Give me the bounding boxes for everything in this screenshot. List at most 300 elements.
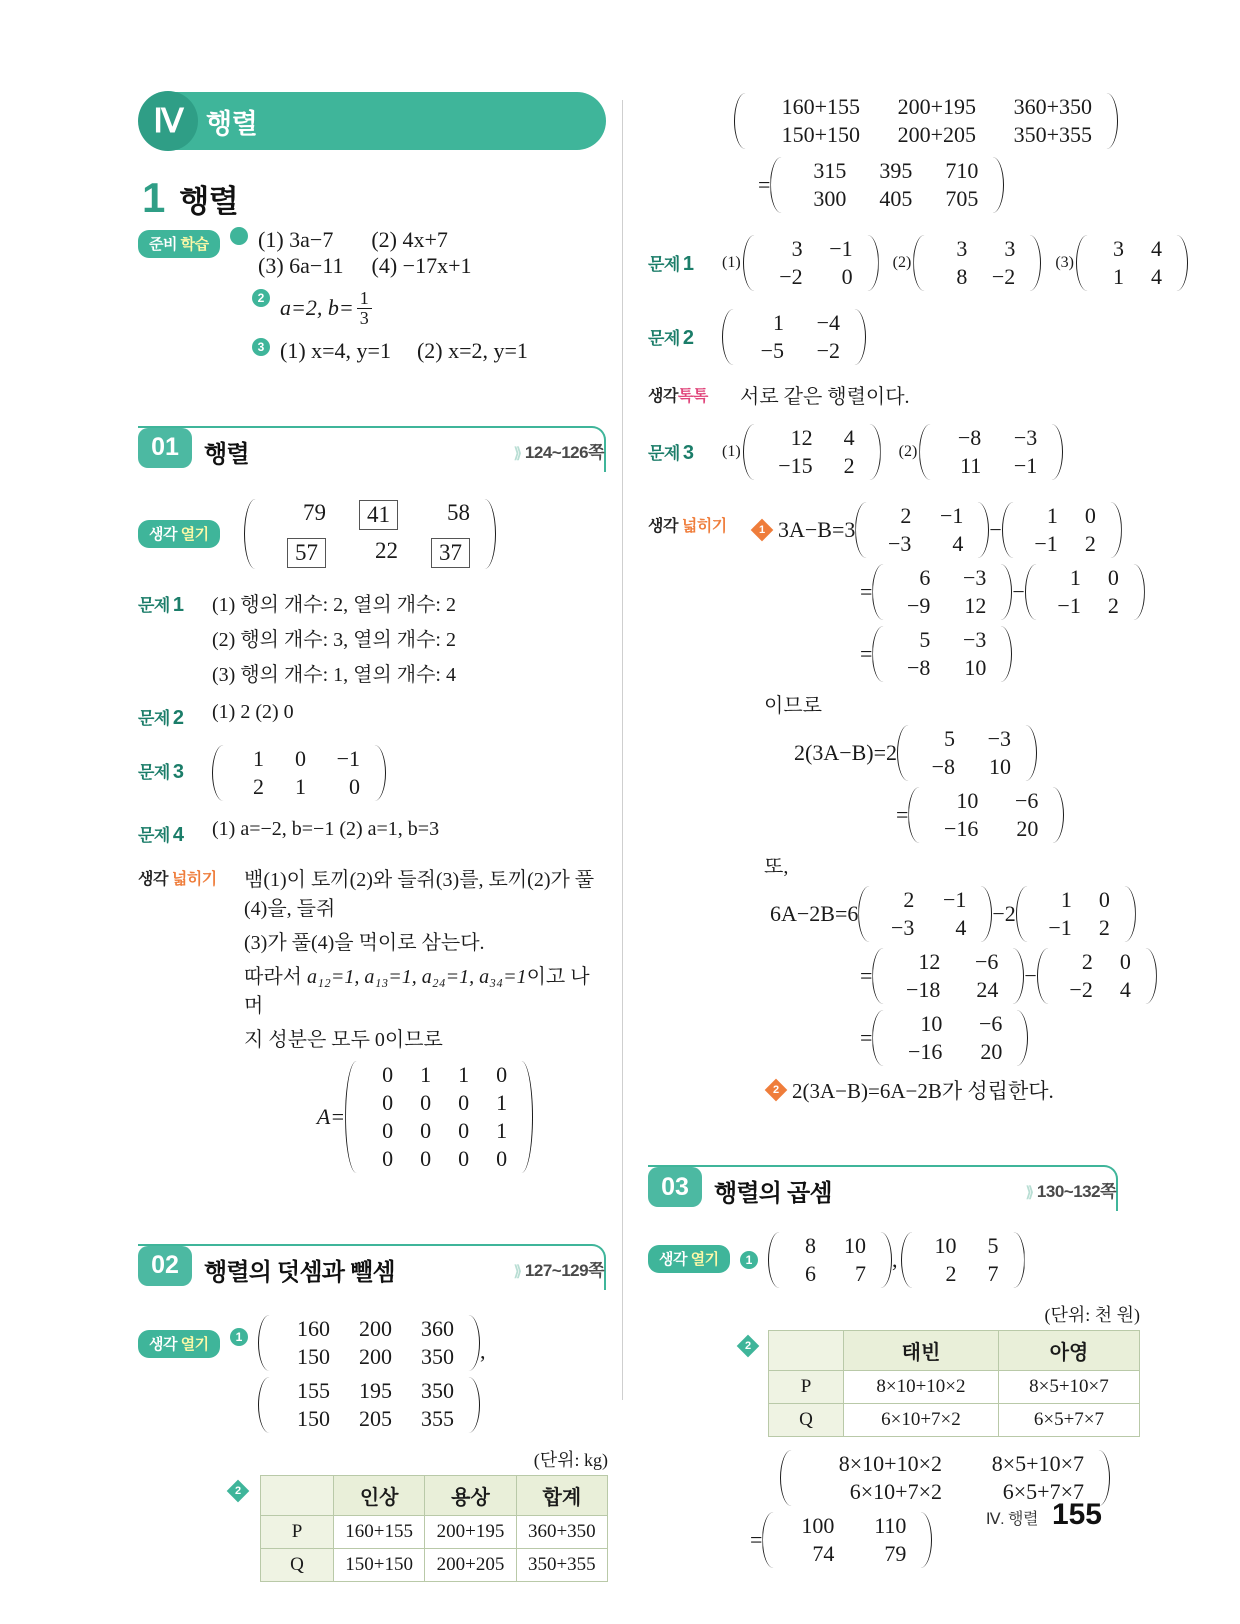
expand-line-7-m1 [872, 947, 1024, 1005]
s02r-talk-tag [648, 383, 708, 406]
matrix-row [1055, 948, 1139, 976]
expand-line-7-lead: = [860, 963, 873, 988]
s01-expand-line-3 [244, 960, 606, 1018]
matrix-body [932, 423, 1050, 481]
paren-left [908, 786, 921, 844]
expand-tag-p1: 생각 [138, 870, 168, 888]
matrix-cell: 2 [843, 453, 855, 478]
matrix-cell: 0 [420, 1089, 432, 1115]
section-03-number: 03 [648, 1167, 702, 1207]
matrix-body [756, 423, 868, 481]
s02r-p1-matrix-3 [1076, 234, 1188, 292]
matrix-body [225, 744, 373, 802]
talk-tag-p1: 생각 [648, 388, 678, 405]
s02r-p3-label-wrap [648, 423, 722, 465]
matrix-cell: −1 [829, 236, 853, 261]
matrix-row [1020, 530, 1104, 558]
matrix-cell: 10 [844, 1233, 866, 1258]
paren-left [762, 1511, 775, 1569]
matrix-row [890, 592, 994, 620]
paren-left [212, 744, 225, 802]
table-cell: 150+150 [334, 1548, 425, 1581]
matrix-body [885, 947, 1011, 1005]
paren-left [722, 308, 735, 366]
s01-open-tag-p2: 열기 [180, 525, 209, 543]
s01-p1-label-wrap [138, 588, 212, 617]
matrix-row [926, 787, 1046, 815]
matrix-body [885, 625, 999, 683]
expand-line-6-m2 [1016, 885, 1136, 943]
expand-item-2-marker: 2 [765, 1079, 788, 1102]
s01-expand-line-4: 지 성분은 모두 0이므로 [244, 1028, 443, 1051]
matrix-cell: 705 [945, 186, 979, 211]
matrix-cell: 4 [955, 915, 967, 940]
paren-right [1024, 724, 1037, 782]
s02r-expand-body [754, 497, 1157, 1105]
s01-open-block [138, 498, 606, 570]
matrix-cell: 355 [421, 1405, 454, 1431]
matrix-cell: 12 [790, 425, 813, 450]
s02r-p3-matrix-1 [743, 423, 881, 481]
s01-p1-body [212, 588, 606, 687]
prep-study-tag [138, 230, 220, 258]
matrix-cell: 0 [295, 745, 306, 771]
s02r-p1-label-wrap [648, 234, 722, 276]
matrix-row [798, 1450, 1092, 1478]
matrix-cell: 74 [812, 1541, 835, 1566]
matrix-cell: 160+155 [781, 94, 860, 119]
s03-open-sep: , [892, 1247, 898, 1272]
part-label: (3) [1055, 254, 1074, 271]
matrix-row [1020, 502, 1104, 530]
matrix-cell: −6 [1015, 788, 1039, 813]
left-column [138, 92, 606, 1582]
s01-p3-body [212, 744, 606, 802]
chevron-icon: ⟫ [513, 1262, 519, 1280]
s01-open-tag [138, 520, 220, 548]
matrix-body [1089, 234, 1175, 292]
expand-item-2-text: 2(3A−B)=6A−2B가 성립한다. [792, 1079, 1054, 1103]
section-02-pages [514, 1256, 604, 1281]
matrix-body [735, 308, 853, 366]
matrix-row [1094, 235, 1170, 263]
s02r-p1-matrix-2 [913, 234, 1041, 292]
matrix-body [358, 1060, 520, 1174]
s02-open-label-wrap [138, 1314, 230, 1358]
paren-right [868, 423, 881, 481]
table-row-head: Q [261, 1548, 334, 1581]
section-01-header [138, 426, 606, 472]
table-corner-cell [769, 1331, 844, 1371]
expand-line-4-m1 [897, 724, 1037, 782]
matrix-cell: 2 [900, 503, 912, 528]
matrix-cell: 58 [447, 499, 470, 525]
matrix-cell-boxed [262, 537, 334, 569]
part-label: (1) [722, 254, 741, 271]
s03-result-matrix [762, 1511, 932, 1569]
s01-expand-body [244, 863, 606, 1174]
prep-2-text: a=2, b= [280, 295, 354, 321]
problem-word: 문제 [648, 444, 680, 463]
prep-3-a: (1) x=4, y=1 [280, 337, 391, 363]
matrix-row [1034, 886, 1118, 914]
matrix-cell: 7 [987, 1261, 999, 1286]
footer-chapter-label: Ⅳ. 행렬 [985, 1511, 1038, 1528]
matrix-cell: 350 [421, 1377, 454, 1403]
matrix-row [276, 1377, 462, 1405]
matrix-cell: 10 [934, 1233, 957, 1258]
matrix-cell: −1 [1048, 915, 1072, 940]
paren-right [999, 563, 1012, 621]
s02r-expand-block [648, 497, 1131, 1105]
matrix-cell: 0 [458, 1117, 470, 1143]
problem-number: 1 [172, 593, 184, 616]
paren-right [1028, 234, 1041, 292]
talk-tag-p2: 톡톡 [677, 388, 708, 405]
part-label: (1) [722, 443, 741, 460]
boxed-value: 41 [359, 500, 398, 530]
problem-number: 3 [172, 760, 184, 783]
matrix-cell: 3 [791, 236, 803, 261]
expand-line-4-lead: 2(3A−B)=2 [794, 740, 898, 765]
paren-right [373, 744, 386, 802]
paren-right [520, 1060, 533, 1174]
matrix-cell: 160 [297, 1315, 330, 1341]
matrix-cell: 2 [253, 773, 264, 799]
paren-left [872, 563, 885, 621]
matrix-cell: 4 [1150, 264, 1162, 289]
matrix-cell: 200 [359, 1343, 392, 1369]
s01-expand-block [138, 863, 606, 1174]
paren-right [976, 501, 989, 559]
expand-line3-math: a₁₂=1, a₁₃=1, a₂₄=1, a₃₄=1 [306, 965, 527, 988]
paren-left [244, 498, 257, 570]
s01-expand-tag [138, 866, 217, 889]
right-column [648, 92, 1162, 1569]
prep-study-block [138, 227, 606, 364]
matrix-cell: 360 [421, 1315, 454, 1341]
matrix-row [873, 530, 971, 558]
section-03-title: 행렬의 곱셈 [714, 1180, 832, 1207]
s03-open-tag [648, 1245, 730, 1273]
paren-right [919, 1511, 932, 1569]
s01-open-body [230, 498, 606, 570]
matrix-cell: 0 [1084, 503, 1096, 528]
matrix-cell: 10 [964, 655, 987, 680]
matrix-cell: 1 [496, 1089, 508, 1115]
s01-problem-4 [138, 818, 606, 847]
table-header-cell: 아영 [998, 1331, 1139, 1371]
paren-right [1011, 947, 1024, 1005]
matrix-cell: 395 [879, 158, 913, 183]
unit-title: 행렬 [179, 184, 239, 219]
table-cell: 200+195 [425, 1515, 516, 1548]
matrix-cell: 24 [976, 977, 999, 1002]
matrix-cell: −2 [991, 264, 1016, 289]
paren-right [1175, 234, 1188, 292]
matrix-cell: −6 [975, 949, 999, 974]
paren-left [770, 156, 783, 214]
expand-line-2 [860, 563, 1157, 621]
expand-line-1-m1 [855, 501, 989, 559]
page-footer [986, 1498, 1102, 1532]
matrix-row [786, 1232, 874, 1260]
paren-left [258, 1314, 271, 1372]
matrix-cell: 1 [1112, 264, 1124, 289]
expand-line-4 [794, 724, 1157, 782]
matrix-row [876, 886, 974, 914]
matrix-row [919, 1232, 1007, 1260]
matrix-cell: 10 [956, 788, 979, 813]
part-label: (2) [892, 254, 912, 271]
matrix-cell: 0 [1107, 565, 1119, 590]
section-01-number: 01 [138, 428, 192, 468]
matrix-cell: 79 [303, 499, 326, 525]
prep-item-1-body [258, 227, 471, 279]
matrix-body [868, 501, 976, 559]
s01-open-matrix [244, 498, 496, 570]
prep-item-1 [230, 227, 606, 279]
paren-left [743, 423, 756, 481]
expand-tag-p1: 생각 [648, 518, 678, 535]
matrix-cell: 79 [884, 1541, 907, 1566]
paren-right [467, 1314, 480, 1372]
matrix-row [230, 773, 368, 801]
s02-open-matrix-a [258, 1314, 480, 1372]
matrix-row [890, 1010, 1010, 1038]
expand-line-6 [770, 885, 1157, 943]
matrix-row [761, 452, 863, 480]
matrix-cell: −16 [944, 816, 979, 841]
matrix-cell: −15 [778, 453, 813, 478]
s02r-talk-label-wrap [648, 380, 730, 406]
table-cell: 160+155 [334, 1515, 425, 1548]
s01-p3-label [138, 758, 183, 784]
matrix-row [915, 753, 1019, 781]
expand-line-3-lead: = [860, 641, 873, 666]
paren-right [1015, 1009, 1028, 1067]
matrix-row [890, 654, 994, 682]
section-02-number: 02 [138, 1246, 192, 1286]
table-cell: 6×5+7×7 [998, 1404, 1139, 1437]
matrix-cell: 0 [841, 264, 853, 289]
matrix-row [890, 976, 1006, 1004]
matrix-cell: 0 [1119, 949, 1131, 974]
matrix-row [1094, 263, 1170, 291]
matrix-cell: −3 [890, 915, 915, 940]
table-header-cell: 태빈 [844, 1331, 999, 1371]
matrix-row [230, 745, 368, 773]
matrix-cell: 350 [421, 1343, 454, 1369]
s02-open-item-2 [230, 1475, 608, 1582]
section-01-pages [514, 438, 604, 463]
table-row [769, 1404, 1140, 1437]
s01-p1-line: (3) 행의 개수: 1, 열의 개수: 4 [212, 663, 456, 686]
matrix-cell: −1 [1013, 453, 1038, 478]
s02r-p1-matrix-1 [743, 234, 879, 292]
s01-expand-label-wrap [138, 863, 244, 889]
paren-right [467, 1376, 480, 1434]
matrix-row [890, 564, 994, 592]
open-tag-p1: 생각 [149, 1335, 177, 1353]
matrix-cell: 100 [801, 1513, 835, 1538]
s02-table [260, 1475, 608, 1582]
matrix-body [1015, 501, 1109, 559]
table-row [769, 1371, 1140, 1404]
matrix-cell: 150+150 [781, 122, 860, 147]
expand-line-8-lead: = [860, 1025, 873, 1050]
matrix-row [262, 537, 478, 569]
paren-left [734, 92, 747, 150]
table-header-cell: 용상 [425, 1475, 516, 1515]
matrix-row [876, 914, 974, 942]
section-03-pages [1026, 1177, 1116, 1202]
matrix-cell: 8 [956, 264, 968, 289]
s01-p1-line: (2) 행의 개수: 3, 열의 개수: 2 [212, 628, 456, 651]
s03-item-2-marker: 2 [737, 1335, 760, 1358]
matrix-row [873, 502, 971, 530]
matrix-cell: −8 [931, 754, 956, 779]
matrix-cell: −3 [1013, 425, 1038, 450]
matrix-cell: −18 [906, 977, 941, 1002]
s02r-p2-label [648, 324, 693, 350]
section-03-header [648, 1165, 1118, 1211]
matrix-cell: −9 [907, 593, 931, 618]
matrix-cell: 20 [1016, 816, 1039, 841]
paren-right [879, 1231, 892, 1289]
matrix-cell: 0 [382, 1117, 394, 1143]
matrix-cell: 8 [805, 1233, 816, 1258]
expand-item-1-marker: 1 [751, 519, 774, 542]
matrix-cell: 2 [1098, 915, 1110, 940]
matrix-cell: −3 [987, 726, 1012, 751]
table-cell: 200+205 [425, 1548, 516, 1581]
expand-line-8 [860, 1009, 1157, 1067]
open-tag-p1: 생각 [659, 1251, 687, 1268]
expand-tag-p2: 넓히기 [681, 518, 727, 535]
matrix-cell: 350+355 [1013, 122, 1092, 147]
matrix-cell: 0 [349, 773, 360, 799]
paren-left [901, 1231, 914, 1289]
matrix-cell: 5 [987, 1233, 999, 1258]
expand-line-2-m2 [1025, 563, 1145, 621]
matrix-row [1043, 592, 1127, 620]
right-top-eq: = [758, 172, 771, 197]
paren-left [872, 625, 885, 683]
section-01-pages-text: 124~126쪽 [524, 442, 604, 462]
matrix-row [890, 626, 994, 654]
matrix-cell: 0 [496, 1145, 508, 1171]
s02-open-block [138, 1314, 606, 1582]
problem-number: 2 [682, 327, 694, 349]
matrix-cell: 2 [903, 887, 915, 912]
prep-1-a: (1) 3a−7 [258, 227, 334, 252]
s01-p4-label [138, 821, 183, 847]
s02r-p1-label [648, 250, 693, 276]
matrix-body [271, 1376, 467, 1434]
table-cell: 8×5+10×7 [998, 1371, 1139, 1404]
table-cell: 350+355 [516, 1548, 607, 1581]
paren-right [1012, 1231, 1025, 1289]
prep-item-3 [252, 338, 606, 364]
prep-tag-part1: 준비 [149, 236, 177, 253]
paren-right [866, 234, 879, 292]
matrix-cell: 405 [879, 186, 913, 211]
matrix-row [363, 1145, 515, 1173]
expand-line3-pre: 따라서 [244, 965, 307, 988]
paren-right [979, 885, 992, 943]
prep-tag-part2: 학습 [180, 236, 209, 253]
matrix-cell: −4 [816, 310, 840, 335]
matrix-cell: 0 [420, 1117, 432, 1143]
expand-line-1-lead: 3A−B=3 [778, 517, 856, 542]
matrix-cell: 6×10+7×2 [849, 1479, 942, 1504]
matrix-cell: −6 [979, 1011, 1003, 1036]
paren-right [1144, 947, 1157, 1005]
s02-open-matrix-b [258, 1376, 480, 1434]
matrix-cell: −2 [816, 338, 840, 363]
s02r-problem-1 [648, 234, 1162, 292]
matrix-row [937, 452, 1045, 480]
matrix-row [740, 337, 848, 365]
matrix-cell: 0 [496, 1061, 508, 1087]
s02-open-body [230, 1314, 608, 1582]
expand-line-5-m1 [908, 786, 1064, 844]
s01-problem-1 [138, 588, 606, 687]
matrix-cell: 110 [874, 1513, 907, 1538]
column-divider [622, 100, 623, 1400]
matrix-cell: 200+205 [897, 122, 976, 147]
s02r-p3-matrix-2 [919, 423, 1063, 481]
prep-study-label-wrap [138, 227, 230, 258]
matrix-cell: −1 [939, 503, 964, 528]
s01-expand-result [244, 1060, 606, 1174]
problem-number: 3 [682, 442, 694, 464]
matrix-body [781, 1231, 879, 1289]
matrix-row [919, 1260, 1007, 1288]
matrix-row [752, 93, 1100, 121]
s03-open-matrix-b [901, 1231, 1025, 1289]
matrix-row [740, 309, 848, 337]
matrix-cell: 1 [1060, 887, 1072, 912]
matrix-cell: 150 [297, 1405, 330, 1431]
matrix-cell: 710 [945, 158, 979, 183]
expand-line3-post: 이고 나머 [244, 965, 590, 1017]
matrix-body [871, 885, 979, 943]
expand-line-1-m2 [1002, 501, 1122, 559]
chevron-icon: ⟫ [1025, 1184, 1031, 1201]
right-top-sum [648, 92, 1118, 150]
matrix-row [363, 1061, 515, 1089]
s02-open-matrix-b-wrap [258, 1376, 486, 1434]
matrix-cell: 300 [813, 186, 847, 211]
matrix-cell: 195 [359, 1377, 392, 1403]
matrix-cell: 1 [496, 1117, 508, 1143]
table-header-cell: 합계 [516, 1475, 607, 1515]
prep-item-2-body [280, 289, 372, 328]
prep-item-3-body [280, 338, 528, 364]
matrix-cell: 0 [1098, 887, 1110, 912]
unit-number: 1 [142, 174, 166, 221]
paren-left [855, 501, 868, 559]
right-top-matrix-result [770, 156, 1004, 214]
table-header-row [769, 1331, 1140, 1371]
paren-left [1076, 234, 1089, 292]
section-02-title: 행렬의 덧셈과 뺄셈 [204, 1258, 395, 1286]
paren-right [483, 498, 496, 570]
matrix-cell: 12 [964, 593, 987, 618]
matrix-cell: 3 [956, 236, 968, 261]
